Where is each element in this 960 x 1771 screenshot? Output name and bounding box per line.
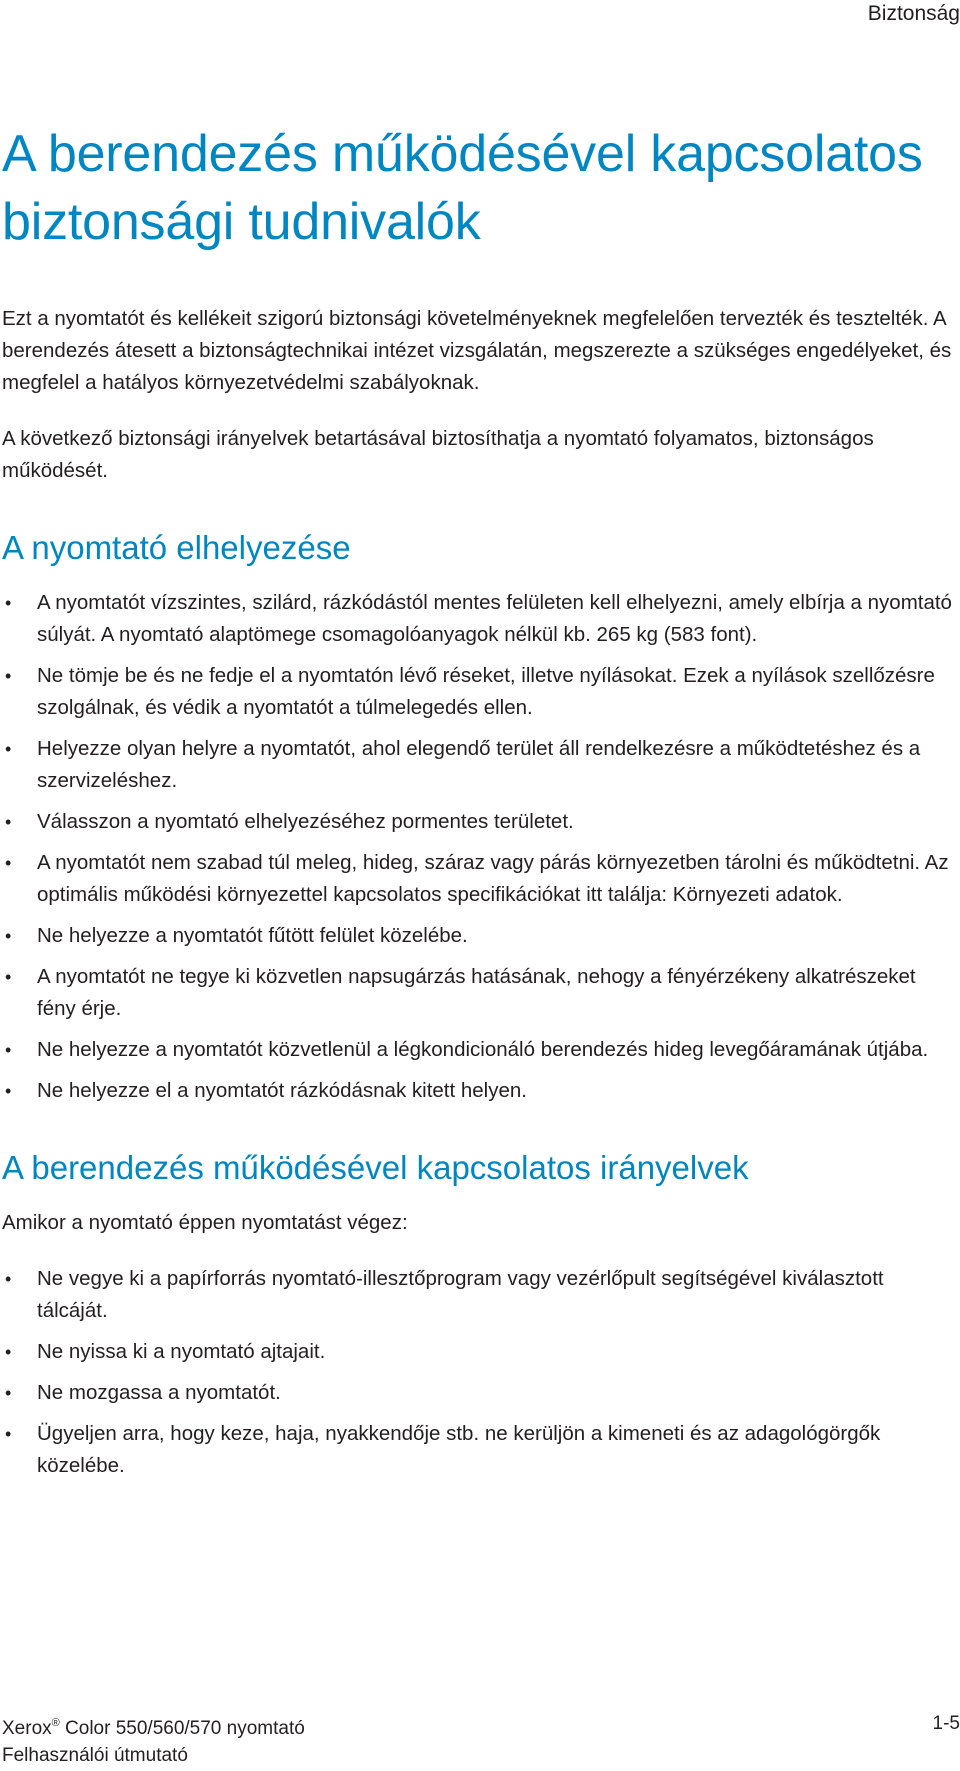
bullet-icon: •: [5, 666, 12, 686]
registered-mark: ®: [51, 1717, 60, 1729]
list-item: [2, 1075, 957, 1107]
bullet-icon: •: [5, 1269, 12, 1289]
running-header: Biztonság: [867, 2, 960, 25]
list-item: [2, 1377, 957, 1409]
list-item-text: Válasszon a nyomtató elhelyezéséhez pormentes területet.: [37, 810, 574, 833]
page-title: A berendezés működésével kapcsolatos biztonsági tudnivalók: [2, 125, 923, 251]
bullet-icon: •: [5, 926, 12, 946]
bullet-icon: •: [5, 812, 12, 832]
list-item-text: Ne mozgassa a nyomtatót.: [37, 1381, 281, 1404]
placement-list: [2, 587, 957, 1107]
bullet-icon: •: [5, 967, 12, 987]
list-item: [2, 920, 957, 952]
list-item-text: Helyezze olyan helyre a nyomtatót, ahol elegendő terület áll rendelkezésre a működtetéshez és a szervizeléshez.: [37, 737, 921, 792]
bullet-icon: •: [5, 1383, 12, 1403]
list-item: [2, 961, 957, 1025]
footer-product: Color 550/560/570 nyomtató: [59, 1718, 305, 1739]
list-item: [2, 1263, 957, 1327]
list-item: [2, 806, 957, 838]
list-item-text: A nyomtatót vízszintes, szilárd, rázkódástól mentes felületen kell elhelyezni, amely elbírja a nyomtató súlyát. A nyomtató alaptömege csomagolóanyagok nélkül kb. 265 kg (583 font).: [37, 591, 952, 646]
intro-paragraph-2: A következő biztonsági irányelvek betartásával biztosíthatja a nyomtató folyamatos, biztonságos működését.: [2, 427, 874, 482]
list-item-text: Ne helyezze a nyomtatót fűtött felület közelébe.: [37, 924, 468, 947]
intro-paragraph-1: Ezt a nyomtatót és kellékeit szigorú biztonsági követelményeknek megfelelően tervezték és tesztelték. A berendezés átesett a biztonságtechnikai intézet vizsgálatán, megszerezte a szükséges engedélyeket, és megfelel a hatályos környezetvédelmi szabályoknak.: [2, 307, 952, 394]
bullet-icon: •: [5, 853, 12, 873]
list-item: [2, 660, 957, 724]
bullet-icon: •: [5, 593, 12, 613]
list-item: [2, 1034, 957, 1066]
bullet-icon: •: [5, 1081, 12, 1101]
page-number: 1-5: [932, 1713, 960, 1734]
list-item-text: Ne nyissa ki a nyomtató ajtajait.: [37, 1340, 326, 1363]
bullet-icon: •: [5, 1424, 12, 1444]
list-item-text: A nyomtatót nem szabad túl meleg, hideg, száraz vagy párás környezetben tárolni és működtetni. Az optimális működési környezettel kapcsolatos specifikációkat itt találja: Környezeti adatok.: [37, 851, 949, 906]
footer-product-line: [2, 1710, 305, 1742]
bullet-icon: •: [5, 1040, 12, 1060]
bullet-icon: •: [5, 1342, 12, 1362]
footer-product-info: [2, 1710, 305, 1769]
section-heading-operation: A berendezés működésével kapcsolatos irányelvek: [2, 1149, 749, 1186]
section-heading-placement: A nyomtató elhelyezése: [2, 529, 351, 566]
operation-list: [2, 1263, 957, 1482]
list-item-text: Ne vegye ki a papírforrás nyomtató-illesztőprogram vagy vezérlőpult segítségével kiválasztott tálcáját.: [37, 1267, 884, 1322]
list-item: [2, 847, 957, 911]
list-item: [2, 1336, 957, 1368]
main-content: [2, 303, 957, 1508]
bullet-icon: •: [5, 739, 12, 759]
operation-intro: Amikor a nyomtató éppen nyomtatást végez:: [2, 1211, 408, 1234]
list-item: [2, 1418, 957, 1482]
list-item-text: Ügyeljen arra, hogy keze, haja, nyakkendője stb. ne kerüljön a kimeneti és az adagológörgők közelébe.: [37, 1422, 881, 1477]
list-item-text: A nyomtatót ne tegye ki közvetlen napsugárzás hatásának, nehogy a fényérzékeny alkatrészeket fény érje.: [37, 965, 916, 1020]
footer-brand: Xerox: [2, 1718, 52, 1739]
list-item: [2, 587, 957, 651]
footer-guide: Felhasználói útmutató: [2, 1745, 188, 1766]
list-item-text: Ne helyezze a nyomtatót közvetlenül a légkondicionáló berendezés hideg levegőáramának útjába.: [37, 1038, 929, 1061]
list-item-text: Ne tömje be és ne fedje el a nyomtatón lévő réseket, illetve nyílásokat. Ezek a nyílások szellőzésre szolgálnak, és védik a nyomtatót a túlmelegedés ellen.: [37, 664, 935, 719]
list-item: [2, 733, 957, 797]
list-item-text: Ne helyezze el a nyomtatót rázkódásnak kitett helyen.: [37, 1079, 527, 1102]
